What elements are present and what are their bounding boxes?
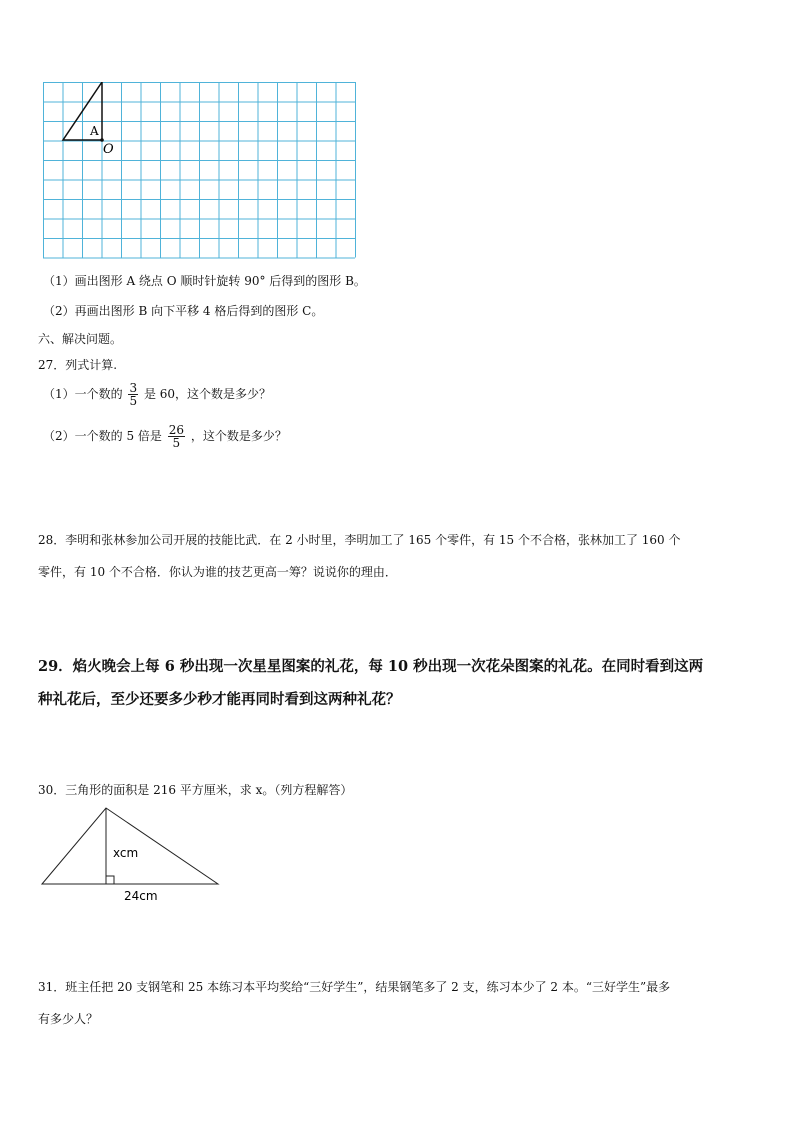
fraction-numerator: 3 bbox=[129, 381, 138, 395]
q31-line1: 31．班主任把 20 支钢笔和 25 本练习本平均奖给“三好学生”，结果钢笔多了 2 支，练习本少了 2 本。“三好学生”最多 bbox=[38, 980, 671, 994]
q27-part2-prefix: （2）一个数的 5 倍是 bbox=[43, 429, 162, 443]
q26-part1: （1）画出图形 A 绕点 O 顺时针旋转 90° 后得到的图形 B。 bbox=[43, 274, 366, 288]
q28-line1: 28．李明和张林参加公司开展的技能比武．在 2 小时里，李明加工了 165 个零件，有 15 个不合格，张林加工了 160 个 bbox=[38, 533, 681, 547]
triangle-figure bbox=[38, 806, 228, 910]
height-label: xcm bbox=[113, 846, 139, 860]
q26-part2: （2）再画出图形 B 向下平移 4 格后得到的图形 C。 bbox=[43, 304, 324, 318]
q27-part1-suffix: 是 60，这个数是多少？ bbox=[143, 387, 272, 401]
base-label: 24cm bbox=[124, 889, 158, 903]
q31-line2: 有多少人？ bbox=[38, 1012, 99, 1026]
q29-line1: 29．焰火晚会上每 6 秒出现一次星星图案的礼花，每 10 秒出现一次花朵图案的礼花。在同时看到这两 bbox=[38, 658, 704, 675]
q30-text: 30．三角形的面积是 216 平方厘米，求 x。（列方程解答） bbox=[38, 783, 353, 797]
fraction-3-5 bbox=[128, 382, 138, 407]
grid-lines bbox=[43, 82, 356, 258]
q27-title: 27．列式计算. bbox=[38, 358, 118, 372]
grid-svg bbox=[43, 82, 363, 260]
point-label-o: O bbox=[103, 142, 114, 157]
q28-line2: 零件，有 10 个不合格．你认为谁的技艺更高一筹？说说你的理由． bbox=[38, 565, 397, 579]
fraction-numerator: 26 bbox=[168, 423, 185, 437]
q29-line2: 种礼花后，至少还要多少秒才能再同时看到这两种礼花？ bbox=[38, 691, 401, 708]
q27-part2 bbox=[43, 424, 287, 449]
q27-part1 bbox=[43, 382, 271, 407]
grid-figure bbox=[43, 82, 363, 264]
q27-part2-suffix: ，这个数是多少？ bbox=[190, 429, 287, 443]
triangle-svg bbox=[38, 806, 228, 906]
q27-part1-prefix: （1）一个数的 bbox=[43, 387, 123, 401]
fraction-denominator: 5 bbox=[129, 394, 138, 408]
fraction-26-5 bbox=[168, 424, 185, 449]
right-angle-mark bbox=[106, 876, 114, 884]
fraction-denominator: 5 bbox=[168, 436, 185, 449]
section-6-heading: 六、解决问题。 bbox=[38, 332, 123, 346]
shape-label-a: A bbox=[90, 124, 99, 138]
